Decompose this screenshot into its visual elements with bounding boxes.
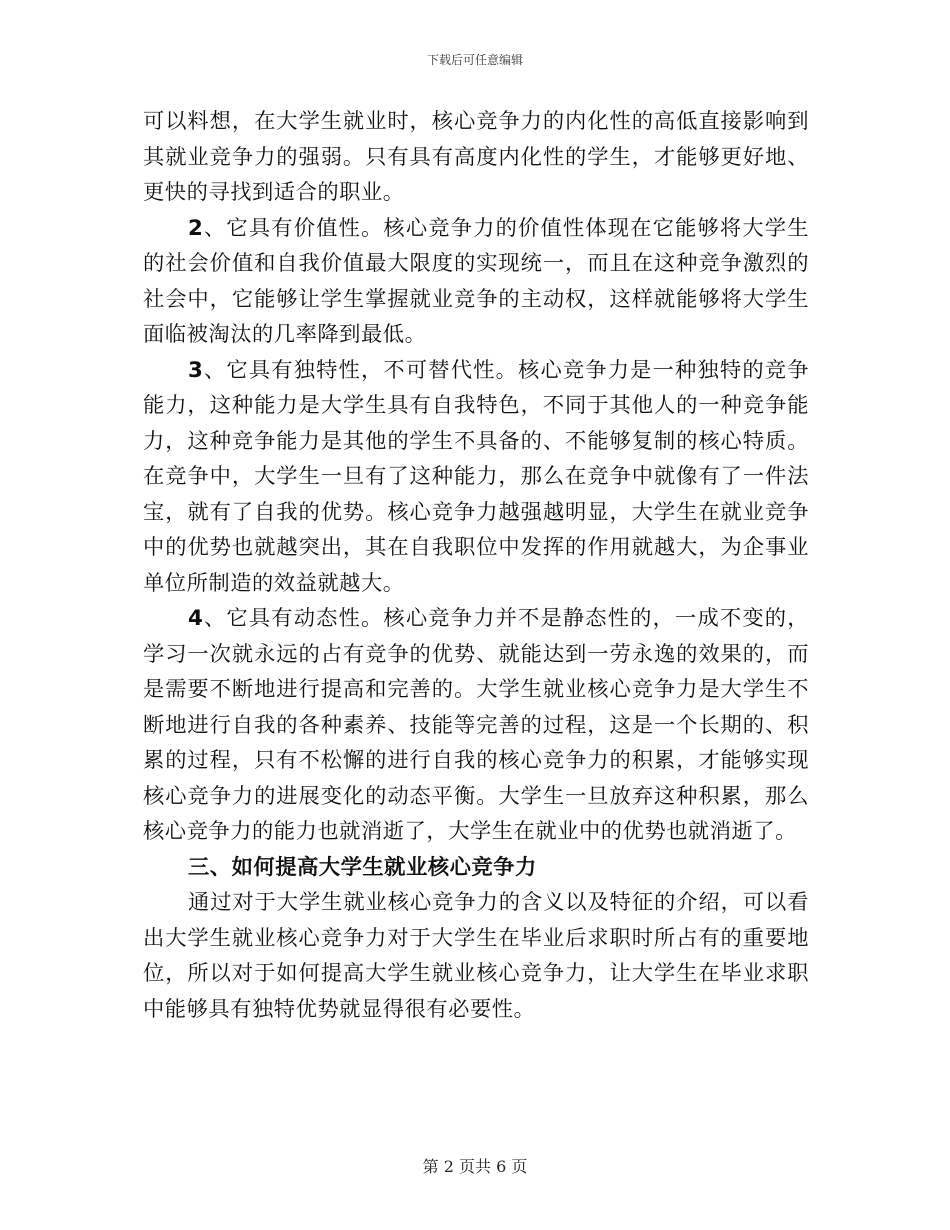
item-number: 3 [188,357,204,383]
paragraph-text: 、它具有独特性，不可替代性。核心竞争力是一种独特的竞争能力，这种能力是大学生具有自我特色，不同于其他人的一种竞争能力，这种竞争能力是其他的学生不具备的、不能够复制的核心特质。在竞争中，大学生一旦有了这种能力，那么在竞争中就像有了一件法宝，就有了自我的优势。核心竞争力越强越明显，大学生在就业竞争中的优势也就越突出，其在自我职位中发挥的作用就越大，为企事业单位所制造的效益就越大。 [143,357,809,596]
section-heading: 三、如何提高大学生就业核心竞争力 [188,854,537,880]
item-number: 2 [188,215,204,241]
item-number: 4 [188,606,204,631]
paragraph-closing: 通过对于大学生就业核心竞争力的含义以及特征的介绍，可以看出大学生就业核心竞争力对于大学生在毕业后求职时所占有的重要地位，所以对于如何提高大学生就业核心竞争力，让大学生在毕业求职中能够具有独特优势就显得很有必要性。 [143,890,809,1022]
paragraph-continuation: 可以料想，在大学生就业时，核心竞争力的内化性的高低直接影响到其就业竞争力的强弱。只有具有高度内化性的学生，才能够更好地、更快的寻找到适合的职业。 [143,109,809,205]
page-header: 下载后可任意编辑 [426,53,523,67]
paragraph-item-4 [143,601,809,850]
paragraph-text: 、它具有动态性。核心竞争力并不是静态性的，一成不变的，学习一次就永远的占有竞争的优势、就能达到一劳永逸的效果的，而是需要不断地进行提高和完善的。大学生就业核心竞争力是大学生不断地进行自我的各种素养、技能等完善的过程，这是一个长期的、积累的过程，只有不松懈的进行自我的核心竞争力的积累，才能够实现核心竞争力的进展变化的动态平衡。大学生一旦放弃这种积累，那么核心竞争力的能力也就消逝了，大学生在就业中的优势也就消逝了。 [143,606,809,844]
document-body [143,104,809,1027]
paragraph-item-3 [143,353,809,602]
page-footer: 第 2 页共 6 页 [422,1157,528,1176]
paragraph-text: 、它具有价值性。核心竞争力的价值性体现在它能够将大学生的社会价值和自我价值最大限度的实现统一，而且在这种竞争激烈的社会中，它能够让学生掌握就业竞争的主动权，这样就能够将大学生面临被淘汰的几率降到最低。 [143,215,809,347]
paragraph-item-2 [143,211,809,353]
